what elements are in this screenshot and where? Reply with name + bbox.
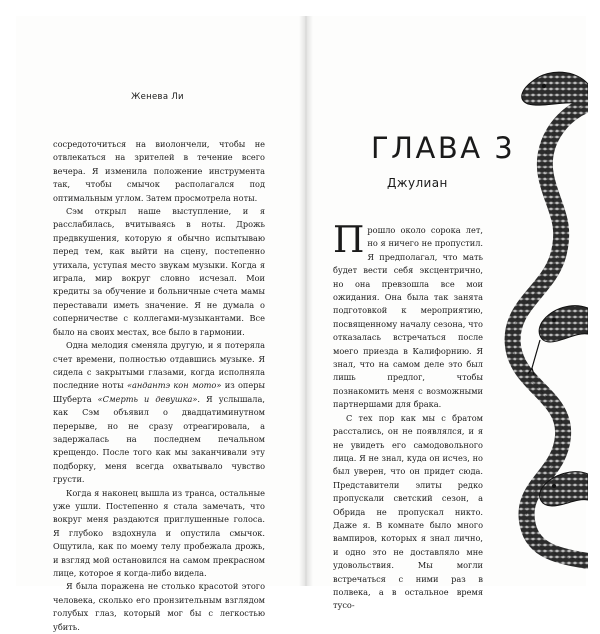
running-head: Женева Ли — [131, 92, 184, 102]
paragraph: С тех пор как мы с братом расстались, он не появлялся, и я не увидеть его самодовольного лица. Я не знал, куда он исчез, но был уверен, что он придет сюда. Представители элиты редко пропускали светский сезон, а Обрида не пропускал никто. Даже я. В комнате было много вампиров, которых я знал лично, и одно это не доставляло мне удовольствия. Мы могли встречаться с ними раз в полвека, а в остальное время тусо- — [333, 412, 483, 611]
chapter-title: ГЛАВА 3 — [371, 131, 516, 165]
paragraph: сосредоточиться на виолончели, чтобы не отвлекаться на зрителей в течение всего вечера. Я изменила положение инструмента так, чтобы смычок располагался под оптимальным углом. Затем просмотрела ноты. — [53, 139, 265, 203]
left-page — [16, 16, 299, 632]
drop-cap: П — [333, 220, 365, 261]
paragraph: Я была поражена не столько красотой этого человека, сколько его пронзительным взглядом голубых глаз, который мог бы с легкостью убить. — [53, 581, 265, 632]
book-gutter — [299, 16, 313, 586]
book-spread — [16, 16, 586, 632]
paragraph: Когда я наконец вышла из транса, остальные уже ушли. Постепенно я стала замечать, что вокруг меня раздаются приглушенные голоса. Я глубоко вздохнула и опустила смычок. Ощутила, как по моему телу пробежала дрожь, и взгляд мой остановился на самом прекрасном лице, которое я когда-либо видела. — [53, 487, 265, 578]
paragraph: Сэм открыл наше выступление, и я расслабилась, вчитываясь в ноты. Дрожь предвкушения, которую я обычно испытываю перед тем, как выйти на сцену, постепенно утихала, уступая место звукам музыки. Когда я играла, мир вокруг словно исчезал. Мои кредиты за обучение и больничные счета мамы переставали иметь значение. Я не думала о соперничестве с коллегами-музыкантами. Все было на своих местах, все было в гармонии. — [53, 206, 265, 337]
paragraph: Прошло около сорока лет, но я ничего не пропустил. Я предполагал, что мать будет вести себя эксцентрично, но она превзошла все мои ожидания. Она была так занята подготовкой к мероприятию, посвященному началу сезона, что отказалась встречаться после моего приезда в Калифорнию. Я знал, что на самом деле это был лишь предлог, чтобы познакомить меня с возможными партнершами для брака. — [333, 220, 483, 410]
right-body-text — [333, 220, 483, 613]
snake-head-middle — [528, 306, 588, 375]
italic-title: «андантэ кон мото» — [126, 380, 222, 391]
paragraph: Одна мелодия сменяла другую, и я потеряла счет времени, полностью отдавшись музыке. Я сидела с закрытыми глазами, когда исполняла последние ноты «андантэ кон мото» из оперы Шуберта «Смерть и девушка». Я услышала, как Сэм объявил о двадцатиминутном перерыве, но не сразу отреагировала, а задержалась на последнем печальном крещендо. После того как мы заканчивали эту подборку, меня всегда охватывало чувство грусти. — [53, 340, 265, 485]
right-page — [313, 16, 586, 611]
snake-illustration — [488, 56, 588, 586]
chapter-subtitle: Джулиан — [387, 176, 448, 190]
italic-title: «Смерть и девушка» — [97, 393, 198, 404]
left-body-text — [53, 138, 265, 634]
